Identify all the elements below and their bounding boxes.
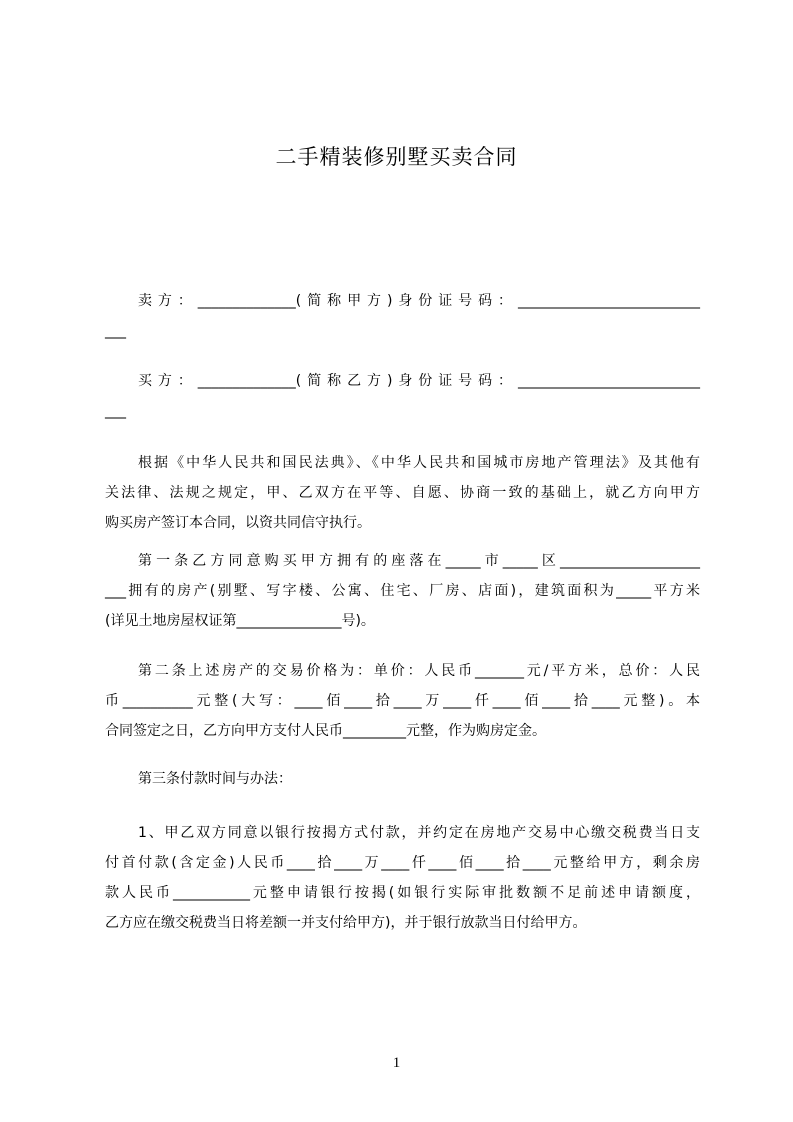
clause-1-line-3: 款人民币___________元整申请银行按揭(如银行实际审批数额不足前述申请额度， (105, 885, 700, 901)
article-3-heading-text: 第三条付款时间与办法： (138, 771, 292, 787)
article-1-paragraph (105, 546, 700, 636)
seller-line-2: ___ (105, 323, 126, 339)
clause-1-line-1: 1、甲乙双方同意以银行按揭方式付款，并约定在房地产交易中心缴交税费当日支 (138, 825, 700, 841)
clause-1-line-4: 乙方应在缴交税费当日将差额一并支付给甲方)，并于银行放款当日付给甲方。 (105, 915, 587, 931)
buyer-line-2: ___ (105, 403, 126, 419)
page-title: 二手精装修别墅买卖合同 (275, 145, 518, 169)
article-2-line-1: 第二条上述房产的交易价格为：单价：人民币_______元/平方米，总价：人民 (138, 663, 700, 679)
article-3-heading (105, 764, 700, 794)
clause-1-line-2: 付首付款(含定金)人民币____拾____万____仟____佰____拾____元整给甲方，剩余房 (105, 855, 700, 871)
page-number: 1 (392, 1055, 401, 1071)
article-2-line-2: 币__________元整(大写：____佰____拾____万____仟____佰____拾____元整)。本 (105, 693, 700, 709)
preamble-line-2: 关法律、法规之规定，甲、乙双方在平等、自愿、协商一致的基础上，就乙方向甲方 (105, 485, 700, 501)
article-1-line-2: ___拥有的房产(别墅、写字楼、公寓、住宅、厂房、店面)，建筑面积为_____平方米 (105, 583, 700, 599)
preamble-line-3: 购买房产签订本合同，以资共同信守执行。 (105, 515, 371, 531)
clause-1-paragraph (105, 818, 700, 938)
seller-paragraph (105, 286, 700, 346)
article-1-line-1: 第一条乙方同意购买甲方拥有的座落在_____市_____区____________________ (138, 553, 700, 569)
preamble-paragraph (105, 448, 700, 538)
seller-line-1: 卖方：______________(简称甲方)身份证号码：__________________________ (138, 293, 700, 309)
article-1-line-3: (详见土地房屋权证第_______________号)。 (105, 613, 375, 629)
article-2-line-3: 合同签定之日，乙方向甲方支付人民币_________元整，作为购房定金。 (105, 723, 546, 739)
article-2-paragraph (105, 656, 700, 746)
buyer-paragraph (105, 366, 700, 426)
buyer-line-1: 买方：______________(简称乙方)身份证号码：__________________________ (138, 373, 700, 389)
preamble-line-1: 根据《中华人民共和国民法典》、《中华人民共和国城市房地产管理法》及其他有 (138, 455, 700, 471)
